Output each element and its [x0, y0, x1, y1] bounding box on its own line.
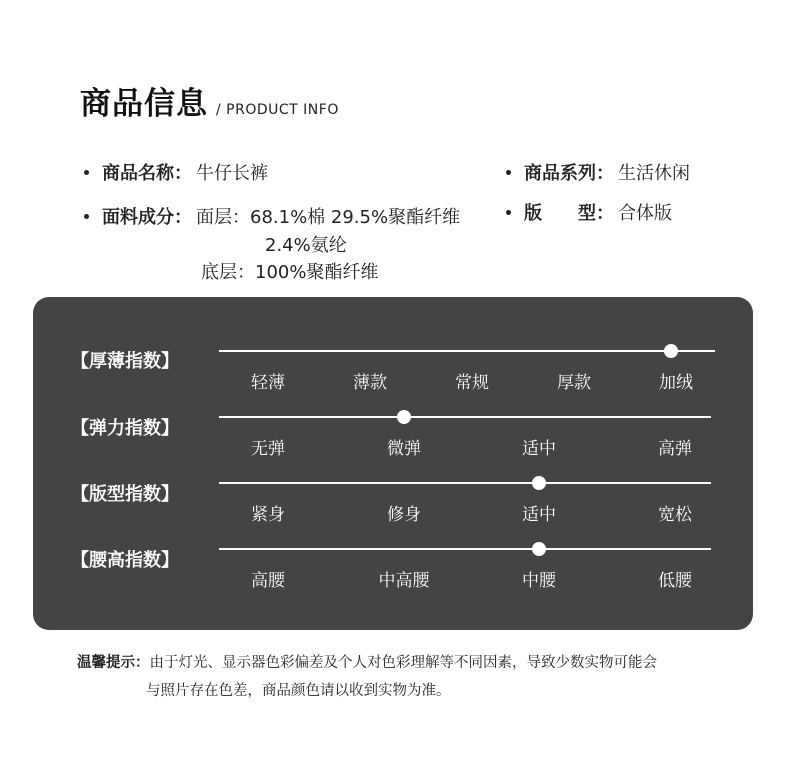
thickness-knob: [664, 344, 678, 358]
waist-tick: 中腰: [522, 571, 556, 591]
bullet-icon: [84, 214, 89, 219]
index-panel: [33, 297, 753, 630]
waist-tick: 中高腰: [378, 571, 430, 591]
info-value: 牛仔长裤: [196, 163, 268, 184]
fit-tick: 适中: [522, 505, 556, 525]
elasticity-track: [219, 416, 711, 418]
index-label-elasticity: 【弹力指数】: [71, 418, 179, 439]
page-title-block: [80, 78, 339, 123]
fit-tick: 紧身: [251, 505, 285, 525]
page-subtitle: / PRODUCT INFO: [216, 102, 339, 118]
info-label: 商品系列: [524, 163, 596, 184]
fit-knob: [532, 476, 546, 490]
thickness-tick: 厚款: [557, 373, 591, 393]
info-value: 生活休闲: [618, 163, 690, 184]
thickness-tick: 加绒: [659, 373, 693, 393]
info-fit: 版 型： 合体版: [506, 199, 672, 225]
elasticity-tick: 微弹: [387, 439, 421, 459]
index-label-thickness: 【厚薄指数】: [71, 351, 179, 372]
info-product-series: 商品系列： 生活休闲: [506, 159, 690, 185]
page-title: 商品信息: [80, 86, 208, 122]
thickness-tick: 薄款: [353, 373, 387, 393]
notice-label: 温馨提示：: [77, 655, 150, 671]
index-label-fit: 【版型指数】: [71, 484, 179, 505]
notice-line1: [77, 651, 657, 672]
info-value-fabric-line1: 面层：68.1%棉 29.5%聚酯纤维: [196, 207, 461, 228]
elasticity-tick: 无弹: [251, 439, 285, 459]
waist-track: [219, 548, 711, 550]
thickness-track: [219, 350, 715, 352]
info-label: 面料成分: [102, 207, 174, 228]
bullet-icon: [506, 210, 511, 215]
info-label: 版 型: [524, 203, 596, 224]
index-label-waist: 【腰高指数】: [71, 550, 179, 571]
fit-tick: 修身: [387, 505, 421, 525]
info-value-fabric-line2: 2.4%氨纶: [265, 235, 347, 256]
fit-tick: 宽松: [658, 505, 692, 525]
notice-text-2: 与照片存在色差，商品颜色请以收到实物为准。: [146, 683, 451, 699]
bullet-icon: [506, 170, 511, 175]
thickness-tick: 轻薄: [251, 373, 285, 393]
info-fabric: 面料成分： 面层：68.1%棉 29.5%聚酯纤维: [84, 203, 460, 229]
fit-track: [219, 482, 711, 484]
waist-tick: 低腰: [658, 571, 692, 591]
thickness-tick: 常规: [455, 373, 489, 393]
waist-knob: [532, 542, 546, 556]
waist-tick: 高腰: [251, 571, 285, 591]
elasticity-tick: 高弹: [658, 439, 692, 459]
info-label: 商品名称: [102, 163, 174, 184]
bullet-icon: [84, 170, 89, 175]
info-product-name: 商品名称： 牛仔长裤: [84, 159, 268, 185]
elasticity-tick: 适中: [522, 439, 556, 459]
info-value-fabric-line3: 底层：100%聚酯纤维: [201, 262, 379, 283]
notice-text-1: 由于灯光、显示器色彩偏差及个人对色彩理解等不同因素，导致少数实物可能会: [149, 655, 657, 671]
elasticity-knob: [397, 410, 411, 424]
info-value: 合体版: [618, 203, 672, 224]
